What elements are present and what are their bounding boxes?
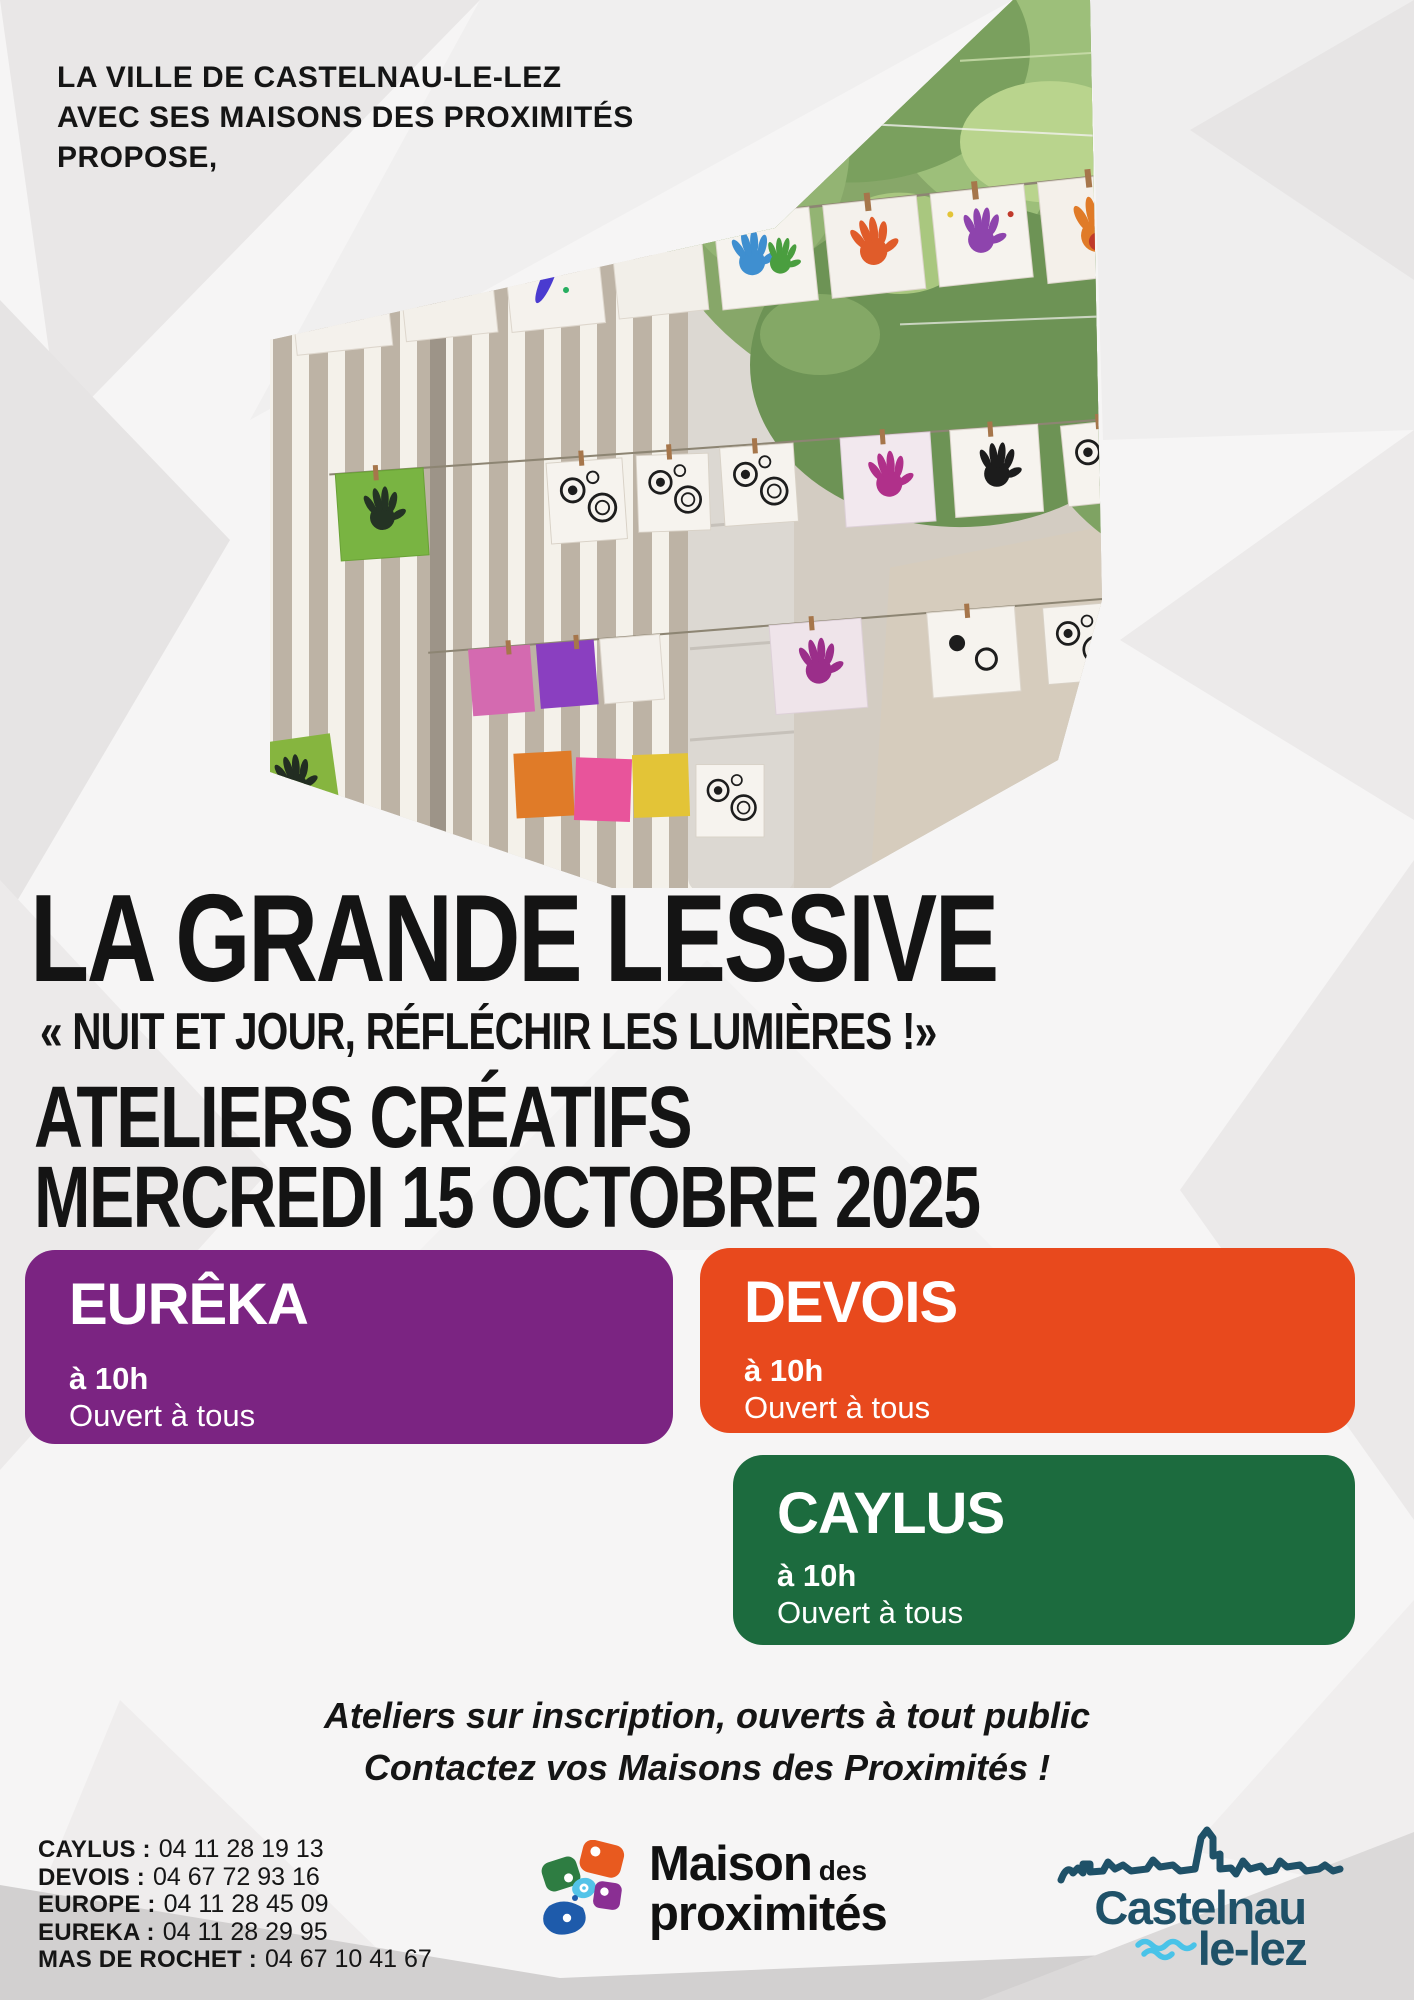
contact-phone: 04 67 72 93 16 bbox=[152, 1862, 320, 1891]
intro-line-2: AVEC SES MAISONS DES PROXIMITÉS bbox=[57, 101, 634, 134]
card-time: à 10h bbox=[69, 1361, 149, 1396]
contact-list bbox=[38, 1836, 432, 1974]
location-card-eureka bbox=[25, 1250, 673, 1444]
contact-label: DEVOIS : bbox=[38, 1863, 145, 1891]
castelnau-city-text: Castelnau bbox=[1094, 1881, 1306, 1934]
contact-row-europe bbox=[38, 1891, 432, 1919]
intro-text bbox=[57, 58, 634, 178]
contact-phone: 04 11 28 45 09 bbox=[163, 1890, 329, 1919]
event-type: ATELIERS CRÉATIFS bbox=[34, 1069, 692, 1166]
castelnau-le-lez-logo bbox=[1045, 1826, 1355, 1975]
maison-word-proximites: proximités bbox=[649, 1887, 887, 1942]
card-audience: Ouvert à tous bbox=[744, 1390, 931, 1426]
contact-row-caylus bbox=[38, 1836, 432, 1864]
contact-row-devois bbox=[38, 1864, 432, 1892]
location-card-devois bbox=[700, 1248, 1355, 1433]
contact-label: MAS DE ROCHET : bbox=[38, 1946, 257, 1974]
main-title: LA GRANDE LESSIVE bbox=[30, 870, 997, 1008]
contact-label: CAYLUS : bbox=[38, 1836, 151, 1863]
card-title: EURÊKA bbox=[69, 1272, 308, 1337]
card-audience: Ouvert à tous bbox=[69, 1398, 256, 1434]
wave-icon bbox=[1134, 1937, 1198, 1961]
card-title: CAYLUS bbox=[777, 1481, 1005, 1546]
card-audience: Ouvert à tous bbox=[777, 1595, 964, 1631]
castelnau-skyline-icon bbox=[1055, 1826, 1345, 1886]
contact-phone: 04 11 28 29 95 bbox=[162, 1917, 328, 1946]
contact-row-mas-de-rochet bbox=[38, 1946, 432, 1974]
registration-note bbox=[0, 1690, 1414, 1794]
maison-des-proximites-logo bbox=[537, 1837, 887, 1942]
card-time: à 10h bbox=[744, 1353, 824, 1388]
maison-des-proximites-wordmark bbox=[649, 1837, 887, 1942]
intro-line-1: LA VILLE DE CASTELNAU-LE-LEZ bbox=[57, 61, 562, 94]
note-line-2: Contactez vos Maisons des Proximités ! bbox=[363, 1747, 1051, 1789]
location-card-caylus bbox=[733, 1455, 1355, 1645]
contact-row-eureka bbox=[38, 1919, 432, 1947]
subtitle: « NUIT ET JOUR, RÉFLÉCHIR LES LUMIÈRES !» bbox=[40, 1003, 937, 1061]
maison-des-proximites-icon bbox=[537, 1840, 637, 1940]
intro-line-3: PROPOSE, bbox=[57, 141, 218, 174]
maison-word: Maison bbox=[649, 1837, 812, 1891]
contact-label: EUREKA : bbox=[38, 1918, 155, 1946]
castelnau-suffix-text: le-lez bbox=[1197, 1922, 1307, 1975]
contact-label: EUROPE : bbox=[38, 1891, 156, 1919]
maison-word-des: des bbox=[818, 1855, 868, 1886]
contact-phone: 04 11 28 19 13 bbox=[158, 1835, 324, 1863]
event-date: MERCREDI 15 OCTOBRE 2025 bbox=[34, 1149, 980, 1246]
card-title: DEVOIS bbox=[744, 1270, 958, 1335]
contact-phone: 04 67 10 41 67 bbox=[265, 1945, 432, 1974]
card-time: à 10h bbox=[777, 1558, 857, 1593]
note-line-1: Ateliers sur inscription, ouverts à tout public bbox=[323, 1695, 1091, 1736]
